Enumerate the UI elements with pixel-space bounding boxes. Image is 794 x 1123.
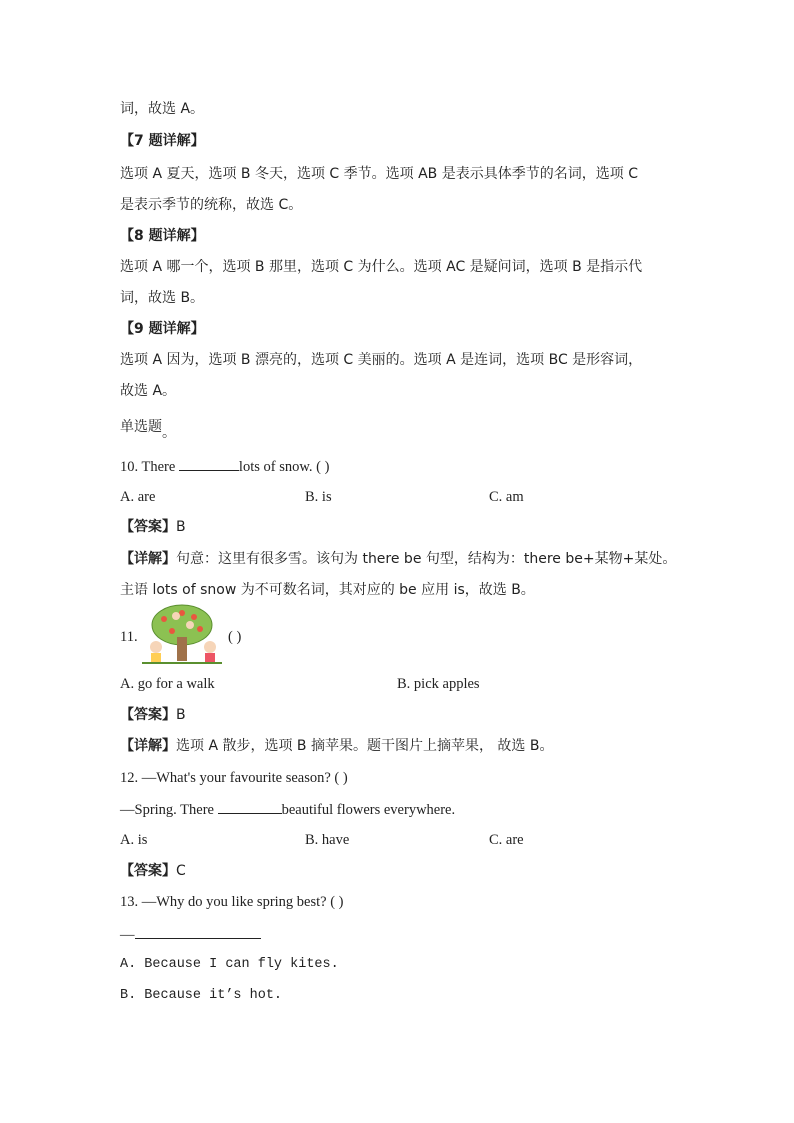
- q7-heading: 【7 题详解】: [120, 133, 205, 149]
- q12-option-b: B. have: [305, 832, 350, 848]
- q12-reply-pre: —Spring. There: [120, 802, 214, 818]
- answer-value: B: [176, 707, 186, 723]
- section-mark: 。: [162, 425, 176, 441]
- q12-reply-post: beautiful flowers everywhere.: [281, 802, 456, 818]
- q11-option-a: A. go for a walk: [120, 676, 215, 692]
- q9-heading: 【9 题详解】: [120, 321, 205, 337]
- apple-tree-illustration: [142, 603, 222, 665]
- q10-blank: [179, 456, 239, 471]
- q12-answer: [120, 861, 186, 881]
- q10-option-b: B. is: [305, 489, 332, 505]
- q13-question: 13. —Why do you like spring best? ( ): [120, 894, 344, 910]
- q11-paren: ( ): [228, 629, 242, 645]
- q10-question-pre: 10. There: [120, 459, 176, 475]
- q10-question: [120, 456, 329, 477]
- q11-detail: [120, 736, 554, 756]
- q10-detail: [120, 549, 676, 569]
- answer-value: C: [176, 863, 186, 879]
- text-line: 是表示季节的统称，故选 C。: [120, 197, 303, 213]
- detail-text: 句意：这里有很多雪。该句为 there be 句型，结构为：there be+某物+某处。: [176, 551, 677, 567]
- q8-heading: 【8 题详解】: [120, 228, 205, 244]
- q10-answer: [120, 517, 186, 537]
- q13-option-a: A. Because I can fly kites.: [120, 957, 339, 972]
- q12-question: 12. —What's your favourite season? ( ): [120, 770, 348, 786]
- q10-option-c: C. am: [489, 489, 524, 505]
- q13-blank: [135, 924, 261, 939]
- detail-tag: 【详解】: [120, 551, 176, 567]
- text-line: 词，故选 B。: [120, 290, 205, 306]
- q13-dash: —: [120, 927, 135, 943]
- text-line: 选项 A 因为，选项 B 漂亮的，选项 C 美丽的。选项 A 是连词，选项 BC 是形容词，: [120, 352, 643, 368]
- q11-number: 11.: [120, 629, 138, 645]
- section-title: [120, 417, 176, 441]
- answer-value: B: [176, 519, 186, 535]
- q13-option-b: B. Because it’s hot.: [120, 988, 283, 1003]
- answer-tag: 【答案】: [120, 863, 176, 879]
- q13-answer-line: [120, 924, 261, 945]
- q12-blank: [218, 799, 282, 814]
- q10-question-post: lots of snow. ( ): [238, 459, 330, 475]
- detail-tag: 【详解】: [120, 738, 176, 754]
- q11-option-b: B. pick apples: [397, 676, 480, 692]
- section-title-text: 单选题: [120, 419, 162, 435]
- answer-tag: 【答案】: [120, 707, 176, 723]
- q12-reply: [120, 799, 455, 820]
- answer-tag: 【答案】: [120, 519, 176, 535]
- q10-detail-cont: 主语 lots of snow 为不可数名词，其对应的 be 应用 is，故选 B。: [120, 582, 535, 598]
- text-line: 选项 A 夏天，选项 B 冬天，选项 C 季节。选项 AB 是表示具体季节的名词，选项 C: [120, 166, 638, 182]
- q11-answer: [120, 705, 186, 725]
- text-line: 词，故选 A。: [120, 101, 205, 117]
- detail-text: 选项 A 散步，选项 B 摘苹果。题干图片上摘苹果， 故选 B。: [176, 738, 554, 754]
- text-line: 选项 A 哪一个，选项 B 那里，选项 C 为什么。选项 AC 是疑问词，选项 B 是指示代: [120, 259, 643, 275]
- q10-option-a: A. are: [120, 489, 156, 505]
- q12-option-a: A. is: [120, 832, 148, 848]
- text-line: 故选 A。: [120, 383, 177, 399]
- q12-option-c: C. are: [489, 832, 524, 848]
